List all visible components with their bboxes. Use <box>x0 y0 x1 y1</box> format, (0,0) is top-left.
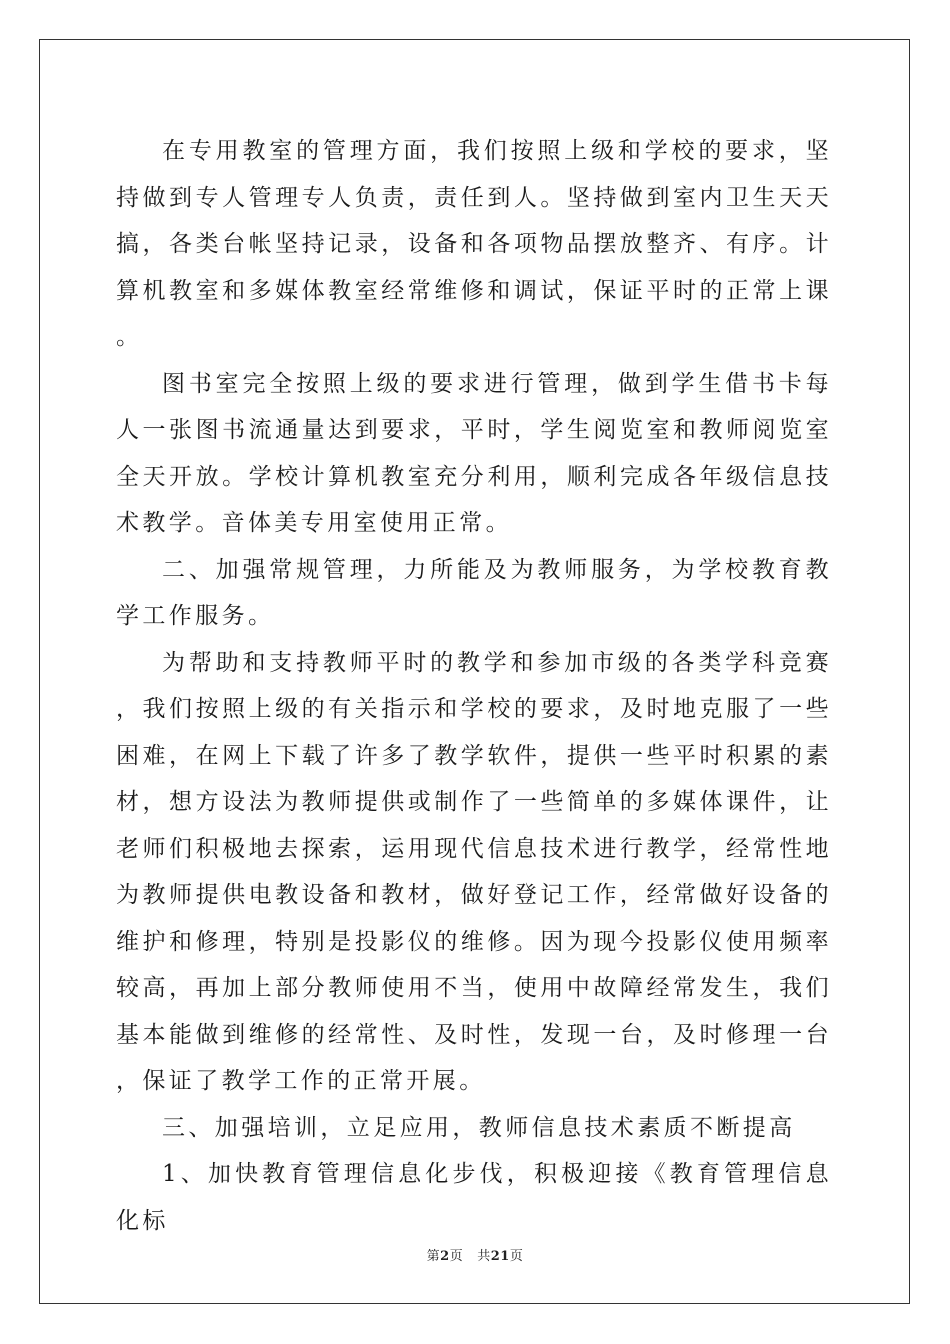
paragraph-informatization: 1、加快教育管理信息化步伐，积极迎接《教育管理信息化标 <box>116 1161 832 1234</box>
page-current: 2 <box>440 1249 450 1264</box>
total-prefix: 共 <box>477 1249 491 1264</box>
page-footer <box>0 1245 950 1264</box>
paragraph-special-classrooms: 在专用教室的管理方面，我们按照上级和学校的要求，坚持做到专人管理专人负责，责任到人。坚持做到室内卫生天天搞，各类台帐坚持记录，设备和各项物品摆放整齐、有序。计算机教室和多媒体教室经常维修和调试，保证平时的正常上课。 <box>116 138 832 350</box>
paragraph-library: 图书室完全按照上级的要求进行管理，做到学生借书卡每人一张图书流通量达到要求，平时，学生阅览室和教师阅览室全天开放。学校计算机教室充分利用，顺利完成各年级信息技术教学。音体美专用室使用正常。 <box>116 370 832 536</box>
section-heading-training: 三、加强培训，立足应用，教师信息技术素质不断提高 <box>162 1114 796 1141</box>
paragraph-teacher-support: 为帮助和支持教师平时的教学和参加市级的各类学科竞赛，我们按照上级的有关指示和学校的要求，及时地克服了一些困难，在网上下载了许多了教学软件，提供一些平时积累的素材，想方设法为教师提供或制作了一些简单的多媒体课件，让老师们积极地去探索，运用现代信息技术进行教学，经常性地为教师提供电教设备和教材，做好登记工作，经常做好设备的维护和修理，特别是投影仪的维修。因为现今投影仪使用频率较高，再加上部分教师使用不当，使用中故障经常发生，我们基本能做到维修的经常性、及时性，发现一台，及时修理一台，保证了教学工作的正常开展。 <box>116 649 832 1094</box>
page-unit: 页 <box>449 1249 464 1264</box>
total-unit: 页 <box>509 1249 524 1264</box>
document-body <box>116 128 832 1244</box>
page-prefix: 第 <box>426 1249 441 1264</box>
section-heading-routine-management: 二、加强常规管理，力所能及为教师服务，为学校教育教学工作服务。 <box>116 556 832 629</box>
page-total: 21 <box>490 1249 510 1264</box>
